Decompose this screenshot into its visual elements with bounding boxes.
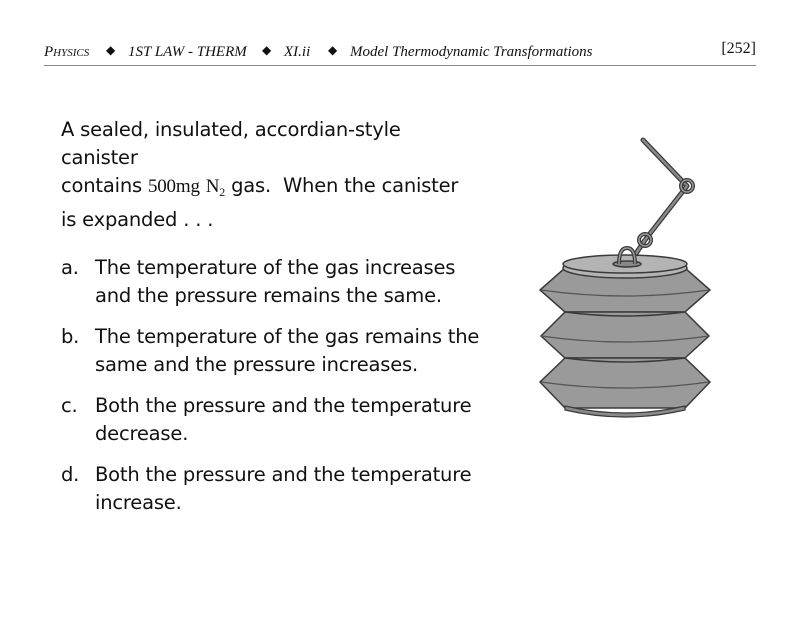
option-text: Both the pressure and the temperature increase. xyxy=(95,463,472,514)
question-line: A sealed, insulated, accordian-style canister xyxy=(61,118,401,169)
question-stem xyxy=(61,116,481,234)
option-letter: d. xyxy=(61,463,80,486)
answer-options xyxy=(61,254,481,530)
question-line: contains 500mg $N_2$ gas. When the canister xyxy=(61,174,459,199)
breadcrumb-title: Model Thermodynamic Transformations xyxy=(350,44,593,60)
option-letter: a. xyxy=(61,256,79,279)
option-c[interactable] xyxy=(61,392,481,448)
option-letter: b. xyxy=(61,325,80,348)
accordion-canister-icon xyxy=(535,130,725,430)
gas-subscript: 2 xyxy=(219,185,226,199)
option-text: Both the pressure and the temperature decrease. xyxy=(95,394,472,445)
page-number: [252] xyxy=(721,40,756,57)
header-divider xyxy=(44,65,756,66)
option-letter: c. xyxy=(61,394,78,417)
option-b[interactable] xyxy=(61,323,481,379)
bullet-separator: ◆ xyxy=(106,43,116,57)
option-text: The temperature of the gas remains the same and the pressure increases. xyxy=(95,325,480,376)
question-line: is expanded . . . xyxy=(61,208,214,231)
subject-label: Physics xyxy=(44,44,90,60)
bullet-separator: ◆ xyxy=(328,43,338,57)
gas-formula: N xyxy=(205,176,220,197)
breadcrumb-topic: 1ST LAW - THERM xyxy=(128,44,247,60)
option-d[interactable] xyxy=(61,461,481,517)
breadcrumb-section: XI.ii xyxy=(284,44,311,60)
canister-illustration xyxy=(535,130,725,430)
mass-unit: mg xyxy=(175,176,200,197)
bullet-separator: ◆ xyxy=(262,43,272,57)
page-header xyxy=(44,40,756,64)
option-text: The temperature of the gas increases and the pressure remains the same. xyxy=(95,256,456,307)
mass-value: 500 xyxy=(147,176,176,197)
option-a[interactable] xyxy=(61,254,481,310)
